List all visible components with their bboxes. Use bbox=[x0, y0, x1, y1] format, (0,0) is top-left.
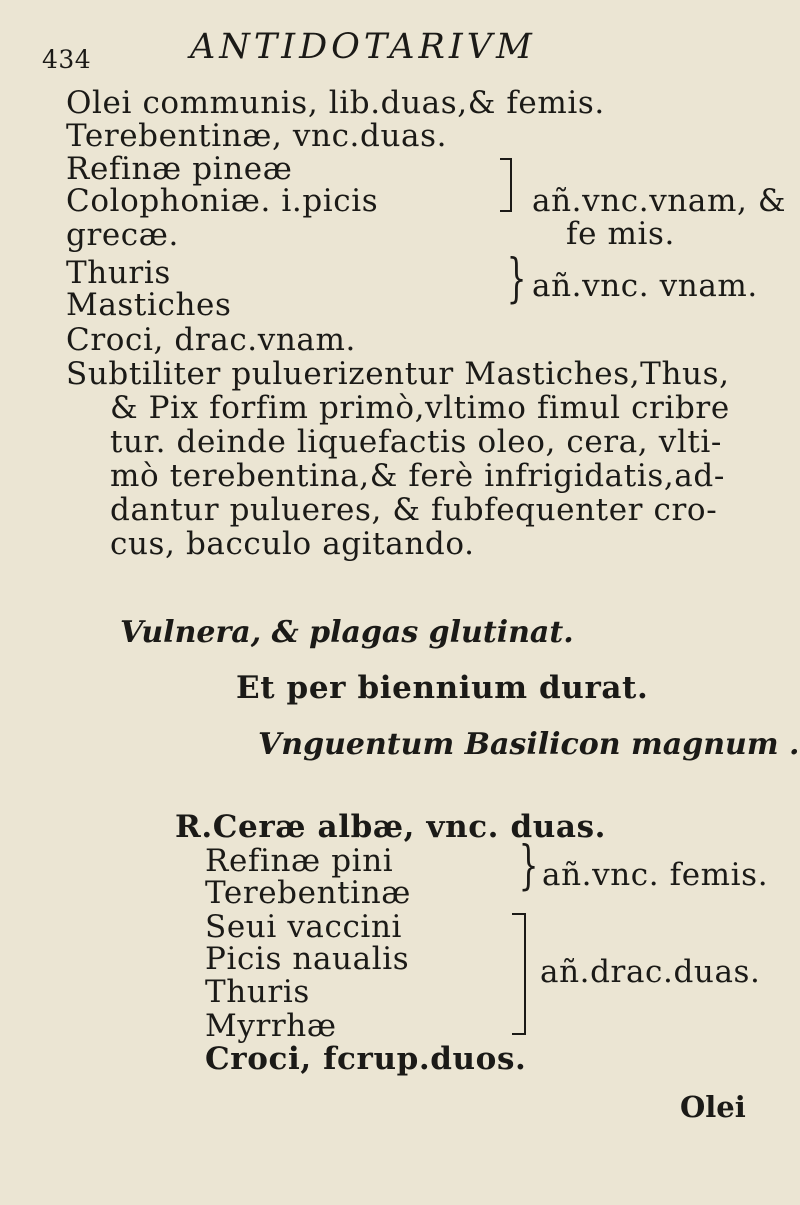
curly-brace-1: } bbox=[506, 249, 527, 309]
page-number: 434 bbox=[42, 45, 92, 74]
recipe1-line-1: Olei communis, lib.duas,& femis. bbox=[66, 85, 605, 121]
brace2-text: añ.vnc. vnam. bbox=[532, 268, 758, 304]
procedure-line-1: Subtiliter puluerizentur Mastiches,Thus, bbox=[66, 356, 730, 392]
procedure-line-5: dantur pulueres, & fubfequenter cro- bbox=[110, 492, 718, 528]
recipe2-line-7: Myrrhæ bbox=[205, 1008, 337, 1044]
recipe2-line-8: Croci, fcrup.duos. bbox=[205, 1041, 527, 1077]
procedure-line-6: cus, bacculo agitando. bbox=[110, 526, 475, 562]
brace1-text-a: añ.vnc.vnam, & bbox=[532, 183, 787, 219]
curly-brace-2: } bbox=[518, 836, 539, 896]
procedure-line-4: mò terebentina,& ferè infrigidatis,ad- bbox=[110, 458, 725, 494]
running-title: ANTIDOTARIVM bbox=[190, 27, 536, 67]
recipe2-brace1-text: añ.vnc. femis. bbox=[542, 857, 769, 893]
recipe1-line-6: Thuris bbox=[66, 255, 171, 291]
recipe2-line-2: Refinæ pini bbox=[205, 843, 394, 879]
virtue-line: Et per biennium durat. bbox=[236, 670, 649, 706]
recipe2-line-5: Picis naualis bbox=[205, 941, 410, 977]
catchword: Olei bbox=[680, 1090, 746, 1124]
recipe1-line-2: Terebentinæ, vnc.duas. bbox=[66, 118, 448, 154]
brace1-text-b: fe mis. bbox=[566, 216, 675, 252]
recipe2-title: Vnguentum Basilicon magnum . bbox=[258, 727, 800, 762]
recipe2-line-4: Seui vaccini bbox=[205, 909, 403, 945]
recipe1-line-3: Refinæ pineæ bbox=[66, 151, 293, 187]
recipe2-line-6: Thuris bbox=[205, 974, 310, 1010]
virtue-heading: Vulnera, & plagas glutinat. bbox=[120, 615, 574, 650]
bracket-2 bbox=[512, 913, 526, 1035]
procedure-line-3: tur. deinde liquefactis oleo, cera, vlti- bbox=[110, 424, 722, 460]
procedure-line-2: & Pix forfim primò,vltimo fimul cribre bbox=[110, 390, 730, 426]
bracket-1 bbox=[500, 158, 512, 212]
recipe1-line-7: Mastiches bbox=[66, 287, 232, 323]
recipe2-brace2-text: añ.drac.duas. bbox=[540, 954, 761, 990]
recipe1-line-5: grecæ. bbox=[66, 217, 179, 253]
recipe1-line-8: Croci, drac.vnam. bbox=[66, 322, 356, 358]
recipe2-line-3: Terebentinæ bbox=[205, 875, 412, 911]
recipe1-line-4: Colophoniæ. i.picis bbox=[66, 183, 379, 219]
recipe2-line-1: R.Ceræ albæ, vnc. duas. bbox=[175, 809, 607, 845]
